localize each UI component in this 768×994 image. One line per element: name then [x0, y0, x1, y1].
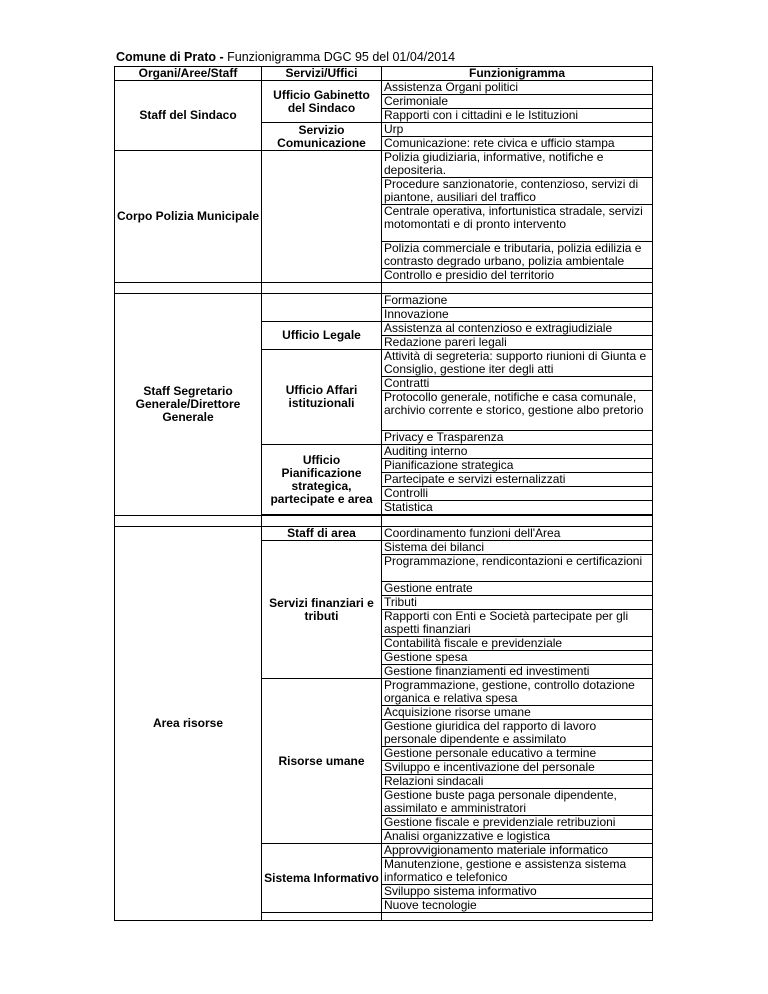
function-item: Centrale operativa, infortunistica stradale, servizi motomontati e di pronto intervento: [382, 205, 653, 242]
function-item: Redazione pareri legali: [382, 336, 653, 350]
function-item: Programmazione, rendicontazioni e certificazioni: [382, 555, 653, 582]
unit-risorse-umane: Risorse umane: [262, 679, 382, 844]
function-item: Manutenzione, gestione e assistenza sistema informatico e telefonico: [382, 858, 653, 885]
section-polizia: Corpo Polizia Municipale: [115, 151, 262, 283]
function-item: Sviluppo e incentivazione del personale: [382, 761, 653, 775]
function-item: Relazioni sindacali: [382, 775, 653, 789]
function-item: Partecipate e servizi esternalizzati: [382, 473, 653, 487]
unit-staff-area: Staff di area: [262, 527, 382, 541]
header-organi: Organi/Aree/Staff: [115, 67, 262, 81]
function-item: Sviluppo sistema informativo: [382, 885, 653, 899]
function-item: Formazione: [382, 294, 653, 308]
funzionigramma-table: [114, 66, 653, 921]
function-item: Polizia commerciale e tributaria, polizia edilizia e contrasto degrado urbano, polizia ambientale: [382, 242, 653, 269]
function-item: Protocollo generale, notifiche e casa comunale, archivio corrente e storico, gestione albo pretorio: [382, 391, 653, 431]
function-item: Contratti: [382, 377, 653, 391]
spacer-row: [115, 516, 653, 527]
function-item: Tributi: [382, 596, 653, 610]
unit-sistema-informativo: Sistema Informativo: [262, 844, 382, 913]
table-row: [115, 294, 653, 308]
function-item: Auditing interno: [382, 445, 653, 459]
unit-affari-istituzionali: Ufficio Affari istituzionali: [262, 350, 382, 445]
unit-polizia-empty: [262, 151, 382, 283]
function-item: Nuove tecnologie: [382, 899, 653, 913]
function-item: Statistica: [382, 501, 653, 515]
function-item: Assistenza al contenzioso e extragiudiziale: [382, 322, 653, 336]
function-item: Privacy e Trasparenza: [382, 431, 653, 445]
unit-gabinetto: Ufficio Gabinetto del Sindaco: [262, 81, 382, 123]
function-item: Comunicazione: rete civica e ufficio stampa: [382, 137, 653, 151]
function-item: Sistema dei bilanci: [382, 541, 653, 555]
municipality-name: Comune di Prato -: [116, 50, 224, 64]
function-item: Gestione entrate: [382, 582, 653, 596]
function-item: Rapporti con i cittadini e le Istituzioni: [382, 109, 653, 123]
function-item: Controlli: [382, 487, 653, 501]
unit-comunicazione: Servizio Comunicazione: [262, 123, 382, 151]
function-item: Analisi organizzative e logistica: [382, 830, 653, 844]
function-item: Approvvigionamento materiale informatico: [382, 844, 653, 858]
function-item: Rapporti con Enti e Società partecipate per gli aspetti finanziari: [382, 610, 653, 637]
table-row: [115, 151, 653, 178]
unit-pianificazione: Ufficio Pianificazione strategica, partecipate e area: [262, 445, 382, 515]
function-item: Assistenza Organi politici: [382, 81, 653, 95]
unit-segretario-empty: [262, 294, 382, 322]
function-item: Gestione giuridica del rapporto di lavoro personale dipendente e assimilato: [382, 720, 653, 747]
function-item: Innovazione: [382, 308, 653, 322]
document-title: [116, 50, 455, 64]
function-item: Gestione fiscale e previdenziale retribuzioni: [382, 816, 653, 830]
function-item: Procedure sanzionatorie, contenzioso, servizi di piantone, ausiliari del traffico: [382, 178, 653, 205]
function-item: Gestione buste paga personale dipendente, assimilato e amministratori: [382, 789, 653, 816]
function-item: Cerimoniale: [382, 95, 653, 109]
function-item: Gestione personale educativo a termine: [382, 747, 653, 761]
function-item: Pianificazione strategica: [382, 459, 653, 473]
section-area-risorse: Area risorse: [115, 527, 262, 921]
table-row: [115, 527, 653, 541]
header-row: [115, 67, 653, 81]
spacer-row: [115, 283, 653, 294]
unit-servizi-finanziari: Servizi finanziari e tributi: [262, 541, 382, 679]
header-funzionigramma: Funzionigramma: [382, 67, 653, 81]
function-item: Acquisizione risorse umane: [382, 706, 653, 720]
header-servizi: Servizi/Uffici: [262, 67, 382, 81]
table-row: [115, 81, 653, 95]
function-item: Gestione spesa: [382, 651, 653, 665]
function-item: Contabilità fiscale e previdenziale: [382, 637, 653, 651]
section-staff-sindaco: Staff del Sindaco: [115, 81, 262, 151]
section-segretario: Staff Segretario Generale/Direttore Generale: [115, 294, 262, 516]
function-item: Coordinamento funzioni dell'Area: [382, 527, 653, 541]
function-item: Attività di segreteria: supporto riunioni di Giunta e Consiglio, gestione iter degli atti: [382, 350, 653, 377]
document-reference: Funzionigramma DGC 95 del 01/04/2014: [227, 50, 456, 64]
function-item: Gestione finanziamenti ed investimenti: [382, 665, 653, 679]
function-item: Programmazione, gestione, controllo dotazione organica e relativa spesa: [382, 679, 653, 706]
function-item: Polizia giudiziaria, informative, notifiche e depositeria.: [382, 151, 653, 178]
function-item: Controllo e presidio del territorio: [382, 269, 653, 283]
function-item: Urp: [382, 123, 653, 137]
unit-legale: Ufficio Legale: [262, 322, 382, 350]
